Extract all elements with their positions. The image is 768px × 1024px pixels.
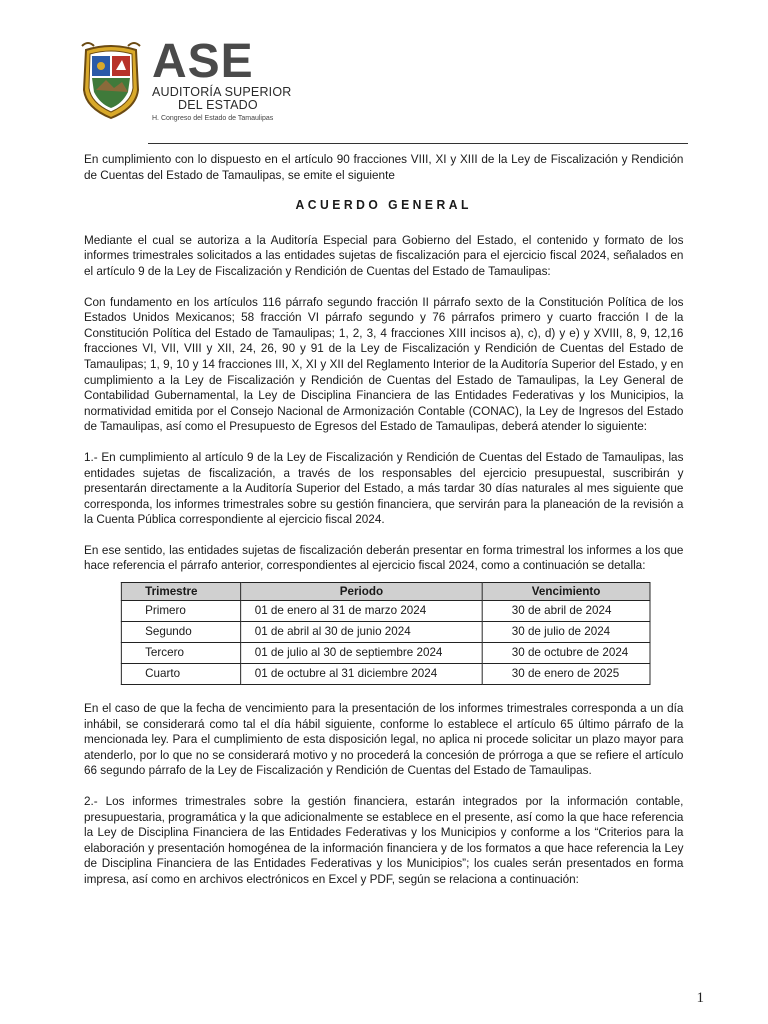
paragraph-1: 1.- En cumplimiento al artículo 9 de la Ley de Fiscalización y Rendición de Cuentas del Estado de Tamaulipas, las entidades sujetas de fiscalización, a través de los responsables del ejercicio presupuestal, suscribirán y presentarán directamente a la Auditoría Superior del Estado, a más tardar 30 días naturales al mes siguiente que corresponda, los informes trimestrales sobre su gestión financiera, que servirán para la planeación de la revisión a la Cuenta Pública correspondiente al ejercicio fiscal 2024. <box>84 449 684 527</box>
cell-periodo: 01 de julio al 30 de septiembre 2024 <box>241 643 483 664</box>
intro-paragraph: En cumplimiento con lo dispuesto en el artículo 90 fracciones VIII, XI y XIII de la Ley de Fiscalización y Rendición de Cuentas del Estado de Tamaulipas, se emite el siguiente <box>84 152 684 182</box>
brand-line-estado: DEL ESTADO <box>178 98 258 112</box>
cell-trimestre: Primero <box>121 601 240 622</box>
paragraph-fundamento: Con fundamento en los artículos 116 párrafo segundo fracción II párrafo sexto de la Constitución Política de los Estados Unidos Mexicanos; 58 fracción VI párrafo segundo y 76 párrafos primero y cuarto fracción I de la Constitución Política del Estado de Tamaulipas; 1, 2, 3, 4 fracciones XIII incisos a), c), d) y e) y XVIII, 8, 9, 12,16 fracciones VI, VII, VIII y XII, 24, 26, 90 y 91 de la Ley de Fiscalización y Rendición de Cuentas del Estado de Tamaulipas; 1, 9, 10 y 14 fracciones III, X, XI y XII del Reglamento Interior de la Auditoría Superior del Estado, y en cumplimiento a la Ley de Fiscalización y Rendición de Cuentas del Estado de Tamaulipas, la Ley General de Contabilidad Gubernamental, la Ley de Disciplina Financiera de las Entidades Federativas y los Municipios, la normatividad emitida por el Consejo Nacional de Armonización Contable (CONAC), la Ley de Ingresos del Estado de Tamaulipas, así como el Presupuesto de Egresos del Estado de Tamaulipas, deberá atender lo siguiente: <box>84 294 684 434</box>
paragraph-2: 2.- Los informes trimestrales sobre la gestión financiera, estarán integrados por la información contable, presupuestaria, programática y la que adicionalmente se establece en el presente, así como la que hace referencia la Ley de Disciplina Financiera de las Entidades Federativas y los Municipios y conforme a los “Criterios para la elaboración y presentación homogénea de la información financiera y de los formatos a que hace referencia la Ley de Disciplina Financiera de las Entidades Federativas y los Municipios”; los cuales serán presentados en forma impresa, así como en archivos electrónicos en Excel y PDF, según se relaciona a continuación: <box>84 794 684 886</box>
brand-block <box>152 35 292 125</box>
table-row <box>121 622 650 643</box>
column-header-vencimiento: Vencimiento <box>482 583 650 601</box>
cell-vencimiento: 30 de octubre de 2024 <box>482 643 650 664</box>
cell-trimestre: Tercero <box>121 643 240 664</box>
cell-periodo: 01 de enero al 31 de marzo 2024 <box>241 601 483 622</box>
document-header <box>78 35 698 138</box>
cell-periodo: 01 de abril al 30 de junio 2024 <box>241 622 483 643</box>
cell-periodo: 01 de octubre al 31 diciembre 2024 <box>241 664 483 685</box>
table-row <box>121 643 650 664</box>
column-header-trimestre: Trimestre <box>121 583 240 601</box>
cell-vencimiento: 30 de julio de 2024 <box>482 622 650 643</box>
state-seal-icon <box>78 40 144 120</box>
cell-trimestre: Cuarto <box>121 664 240 685</box>
header-divider <box>148 143 688 144</box>
cell-vencimiento: 30 de enero de 2025 <box>482 664 650 685</box>
quarterly-schedule-table <box>121 582 651 685</box>
brand-line-auditoria: AUDITORÍA SUPERIOR <box>152 85 292 99</box>
document-body <box>84 152 683 903</box>
paragraph-sentido: En ese sentido, las entidades sujetas de fiscalización deberán presentar en forma trimestral los informes a los que hace referencia el párrafo anterior, correspondientes al ejercicio fiscal 2024, como a continuación se detalla: <box>84 542 684 573</box>
brand-logo-text: ASE <box>152 35 254 88</box>
table-row <box>121 601 650 622</box>
document-title: ACUERDO GENERAL <box>295 198 472 213</box>
paragraph-mediante: Mediante el cual se autoriza a la Auditoría Especial para Gobierno del Estado, el contenido y formato de los informes trimestrales solicitados a las entidades sujetas de fiscalización para el ejercicio fiscal 2024, señalados en el artículo 9 de la Ley de Fiscalización y Rendición de Cuentas del Estado de Tamaulipas: <box>84 232 684 278</box>
column-header-periodo: Periodo <box>241 583 483 601</box>
brand-line-congreso: H. Congreso del Estado de Tamaulipas <box>152 115 274 122</box>
table-row <box>121 664 650 685</box>
paragraph-inhabil: En el caso de que la fecha de vencimiento para la presentación de los informes trimestrales corresponda a un día inhábil, se considerará como tal el día hábil siguiente, conforme lo establece el artículo 65 último párrafo de la mencionada ley. Para el cumplimiento de esta disposición legal, no aplica ni procede solicitar un plazo mayor para atenderlo, por lo que no se considerará motivo y no procederá la concesión de prórroga a que se refiere el artículo 66 segundo párrafo de la Ley de Fiscalización y Rendición de Cuentas del Estado de Tamaulipas. <box>84 701 684 778</box>
cell-vencimiento: 30 de abril de 2024 <box>482 601 650 622</box>
table-header-row <box>121 583 650 601</box>
page-number: 1 <box>696 990 704 1006</box>
cell-trimestre: Segundo <box>121 622 240 643</box>
